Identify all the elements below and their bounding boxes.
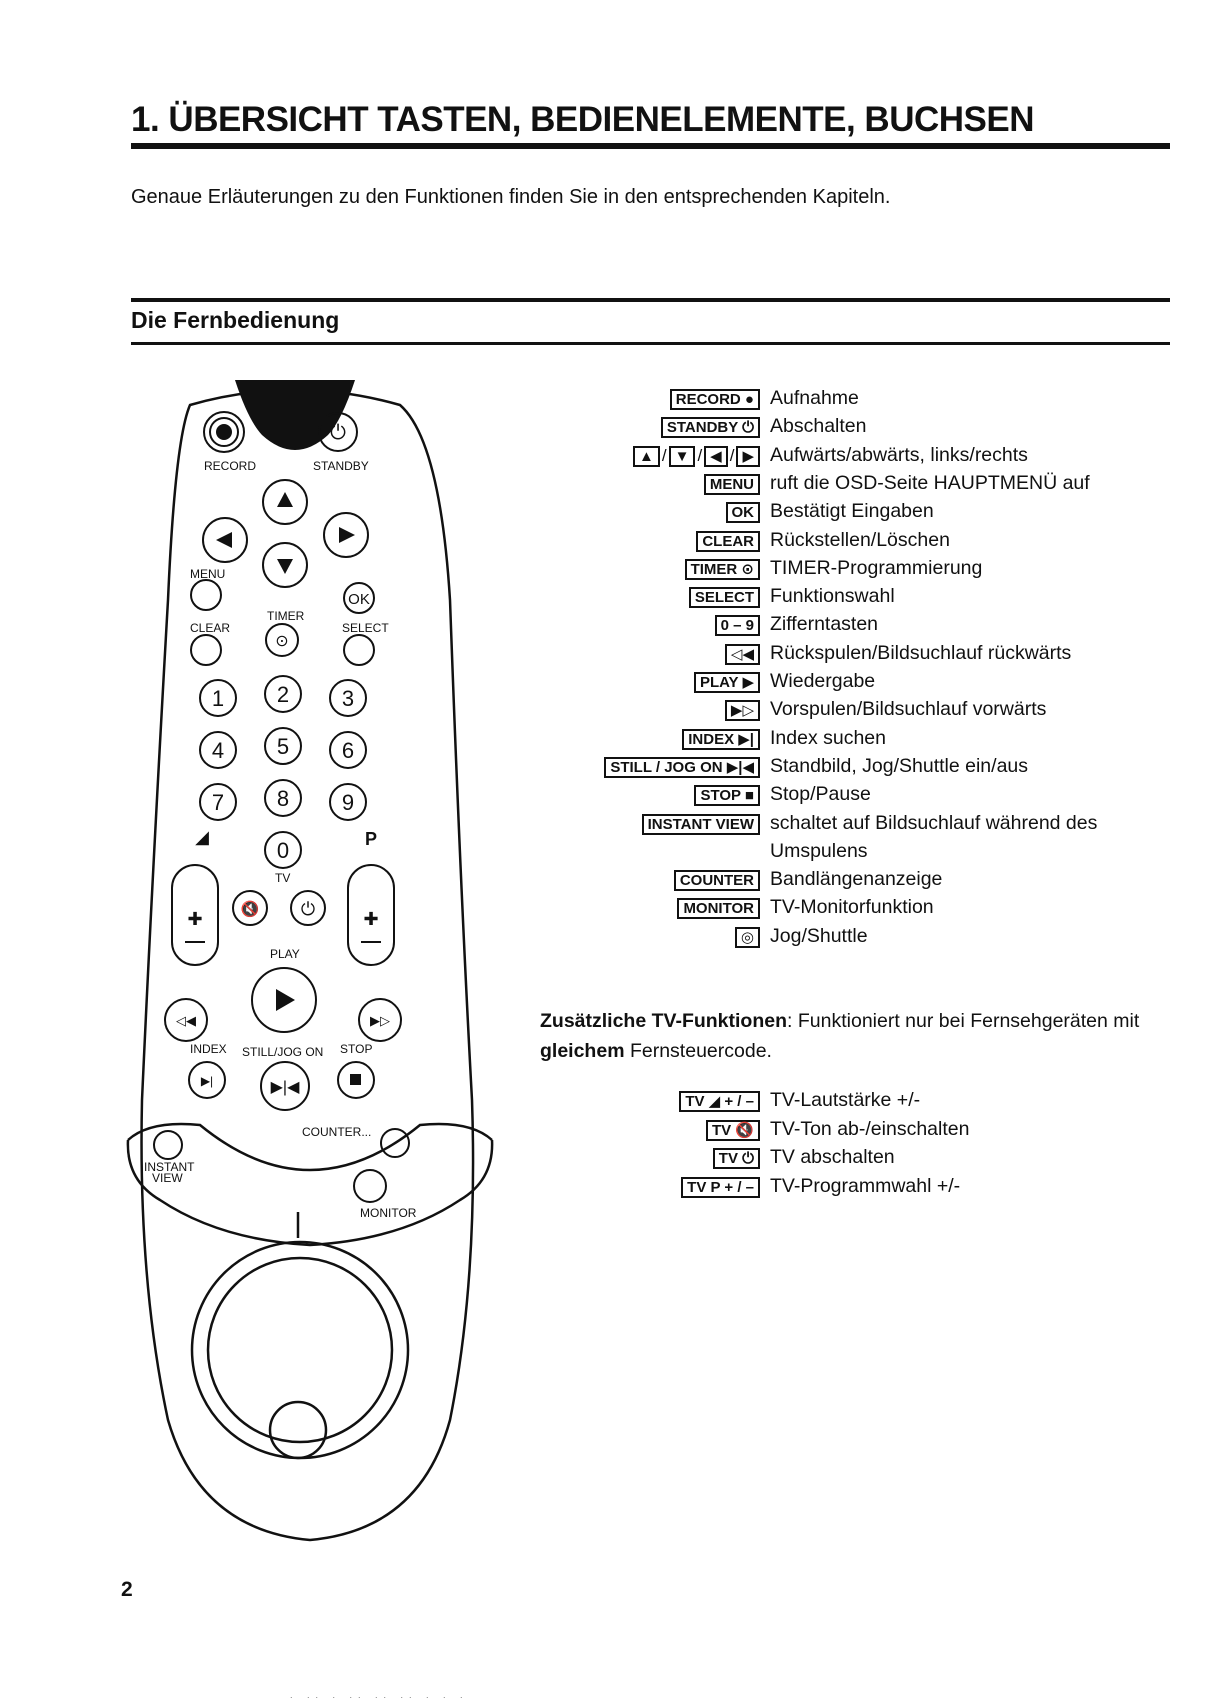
title-rule: [131, 143, 1170, 149]
digit-4: 4: [211, 738, 225, 763]
legend-keys: [706, 1120, 760, 1141]
digit-2: 2: [276, 682, 290, 707]
legend-row: [520, 387, 1040, 415]
legend-description: Jog/Shuttle: [770, 924, 868, 947]
stop-label: STOP: [340, 1042, 373, 1056]
legend-row: [520, 415, 1040, 443]
legend-row: [520, 896, 1040, 924]
tv-label: TV: [275, 871, 291, 885]
still-jog-label: STILL/JOG ON: [242, 1045, 324, 1059]
legend-keys: [661, 417, 760, 438]
legend-keys: [704, 474, 760, 495]
svg-text:▶▷: ▶▷: [370, 1013, 390, 1028]
remote-control-illustration: [120, 380, 500, 1550]
legend-description: TV-Lautstärke +/-: [770, 1089, 921, 1111]
legend-description: TV abschalten: [770, 1146, 895, 1168]
p-label: P: [365, 829, 378, 849]
clear-label: CLEAR: [190, 621, 231, 635]
digit-5: 5: [276, 734, 290, 759]
svg-text:⏻: ⏻: [330, 422, 346, 444]
legend-keys: [674, 870, 760, 891]
legend-keys: [694, 672, 760, 693]
legend-row: [520, 670, 1040, 698]
key-symbol: CLEAR: [696, 531, 760, 552]
svg-text:⊙: ⊙: [275, 633, 289, 650]
key-symbol: MONITOR: [677, 898, 760, 919]
extra-tv-functions: [540, 1006, 1180, 1066]
key-symbol: MENU: [704, 474, 760, 495]
key-symbol: ◎: [735, 927, 760, 948]
legend-keys: [633, 446, 760, 467]
legend-description: ruft die OSD-Seite HAUPTMENÜ auf: [770, 471, 1090, 494]
legend-keys: [670, 389, 760, 410]
digit-0: 0: [276, 838, 290, 863]
extra-bold-2: gleichem: [540, 1040, 625, 1062]
key-symbol: TV ⏻: [713, 1148, 760, 1169]
key-separator: /: [661, 446, 667, 466]
counter-label: COUNTER...: [302, 1125, 372, 1139]
svg-text:▶|◀: ▶|◀: [270, 1079, 300, 1096]
svg-text:✚: ✚: [187, 909, 203, 929]
legend-keys: [725, 644, 760, 665]
legend-description: Bestätigt Eingaben: [770, 500, 934, 523]
key-symbol: STANDBY ⏻: [661, 417, 760, 438]
legend-row: [520, 925, 1040, 953]
key-symbol: INSTANT VIEW: [642, 814, 760, 835]
menu-label: MENU: [190, 567, 226, 581]
key-symbol: ◀: [704, 446, 728, 467]
legend-row: [520, 585, 1040, 613]
select-label: SELECT: [342, 621, 389, 635]
key-symbol: COUNTER: [674, 870, 760, 891]
section-rule-top: [131, 298, 1170, 302]
svg-text:⏻: ⏻: [300, 899, 316, 919]
timer-label: TIMER: [267, 609, 305, 623]
legend-row: [520, 613, 1040, 641]
intro-text: Genaue Erläuterungen zu den Funktionen finden Sie in den entsprechenden Kapiteln.: [131, 186, 891, 208]
svg-text:🔇: 🔇: [240, 901, 260, 918]
key-symbol: ▲: [633, 446, 660, 467]
view-label: VIEW: [152, 1171, 183, 1185]
digit-7: 7: [211, 790, 225, 815]
legend-description: Rückstellen/Löschen: [770, 528, 950, 551]
legend-row: [520, 727, 1040, 755]
key-symbol: ▶▷: [725, 700, 760, 721]
key-symbol: TV P + / –: [681, 1177, 760, 1198]
legend-row: [520, 557, 1040, 585]
key-symbol: 0 – 9: [715, 615, 760, 636]
legend-keys: [726, 502, 761, 523]
key-symbol: STOP ■: [694, 785, 760, 806]
legend-description: Zifferntasten: [770, 613, 879, 636]
svg-text:▶|: ▶|: [200, 1074, 214, 1088]
monitor-label: MONITOR: [360, 1206, 417, 1220]
legend-keys: [681, 1177, 760, 1198]
legend-description: Vorspulen/Bildsuchlauf vorwärts: [770, 698, 1047, 721]
key-separator: /: [729, 446, 735, 466]
legend-keys: [685, 559, 760, 580]
legend-description: TIMER-Programmierung: [770, 556, 983, 579]
index-label: INDEX: [190, 1042, 227, 1056]
legend-keys: [715, 615, 760, 636]
legend-row: [520, 641, 1072, 670]
legend-keys: [735, 927, 760, 948]
record-label: RECORD: [204, 459, 257, 473]
legend-keys: [604, 757, 760, 778]
legend-row: [520, 698, 1047, 726]
digit-1: 1: [211, 686, 225, 711]
legend-row: [520, 1146, 1040, 1174]
svg-text:◢: ◢: [195, 827, 209, 847]
legend-keys: [694, 785, 760, 806]
extra-text-1: : Funktioniert nur bei Fernsehgeräten mit: [787, 1010, 1140, 1032]
key-symbol: OK: [726, 502, 761, 523]
key-symbol: TIMER ⊙: [685, 559, 760, 580]
legend-row: [520, 783, 1040, 811]
page-number: 2: [121, 1578, 133, 1601]
page-title: 1. ÜBERSICHT TASTEN, BEDIENELEMENTE, BUCHSEN: [131, 100, 1034, 139]
legend-keys: [713, 1148, 760, 1169]
section-title: Die Fernbedienung: [131, 307, 340, 333]
legend-row: [520, 500, 1040, 528]
legend-row: [520, 755, 1040, 783]
legend-keys: [679, 1091, 760, 1112]
legend-description: Aufwärts/abwärts, links/rechts: [770, 443, 1028, 466]
key-symbol: TV 🔇: [706, 1120, 760, 1141]
digit-3: 3: [341, 686, 355, 711]
legend-keys: [642, 814, 760, 835]
legend-description: Bandlängenanzeige: [770, 868, 943, 891]
key-symbol: PLAY ▶: [694, 672, 760, 693]
legend-row: [520, 811, 1098, 840]
extra-bold-1: Zusätzliche TV-Funktionen: [540, 1010, 788, 1032]
legend-keys: [682, 729, 760, 750]
key-symbol: ▶: [736, 446, 760, 467]
key-separator: /: [697, 446, 703, 466]
legend-row: [520, 840, 1040, 868]
legend-row: [520, 444, 1040, 472]
key-symbol: RECORD ●: [670, 389, 760, 410]
standby-label: STANDBY: [313, 459, 369, 473]
extra-text-2: Fernsteuercode.: [624, 1040, 772, 1062]
section-rule-bottom: [131, 342, 1170, 345]
legend-description: TV-Programmwahl +/-: [770, 1174, 961, 1197]
legend-keys: [696, 531, 760, 552]
key-symbol: STILL / JOG ON ▶|◀: [604, 757, 760, 778]
key-symbol: INDEX ▶|: [682, 729, 760, 750]
legend-description: Index suchen: [770, 726, 887, 749]
legend-row: [520, 868, 1040, 896]
key-symbol: ◁◀: [725, 644, 760, 665]
legend-description: Wiedergabe: [770, 670, 876, 692]
legend-description: Stop/Pause: [770, 783, 871, 806]
digit-6: 6: [341, 738, 355, 763]
legend-row: [520, 1175, 1040, 1203]
play-label: PLAY: [270, 947, 300, 961]
legend-description: Funktionswahl: [770, 585, 895, 608]
legend-description: Aufnahme: [770, 387, 859, 409]
legend-row: [520, 1118, 1040, 1146]
svg-text:✚: ✚: [363, 909, 379, 929]
instant-label: INSTANT: [144, 1160, 195, 1174]
legend-description: Umspulens: [770, 839, 868, 862]
scan-artifact: . .. . .. .. .. . . .: [290, 1690, 469, 1700]
legend-description: Abschalten: [770, 415, 867, 438]
legend-keys: [689, 587, 760, 608]
legend-description: Rückspulen/Bildsuchlauf rückwärts: [770, 641, 1072, 664]
legend-row: [520, 529, 1040, 557]
key-symbol: TV ◢ + / –: [679, 1091, 760, 1112]
legend-description: TV-Ton ab-/einschalten: [770, 1117, 970, 1140]
digit-9: 9: [341, 790, 355, 815]
digit-8: 8: [276, 786, 290, 811]
key-symbol: ▼: [669, 446, 696, 467]
key-symbol: SELECT: [689, 587, 760, 608]
legend-row: [520, 1089, 1040, 1117]
legend-keys: [725, 700, 760, 721]
ok-label: OK: [348, 591, 370, 608]
svg-text:◁◀: ◁◀: [176, 1013, 196, 1028]
legend-description: Standbild, Jog/Shuttle ein/aus: [770, 754, 1029, 777]
legend-row: [520, 471, 1090, 500]
legend-description: schaltet auf Bildsuchlauf während des: [770, 811, 1098, 834]
legend-keys: [677, 898, 760, 919]
legend-description: TV-Monitorfunktion: [770, 896, 934, 919]
